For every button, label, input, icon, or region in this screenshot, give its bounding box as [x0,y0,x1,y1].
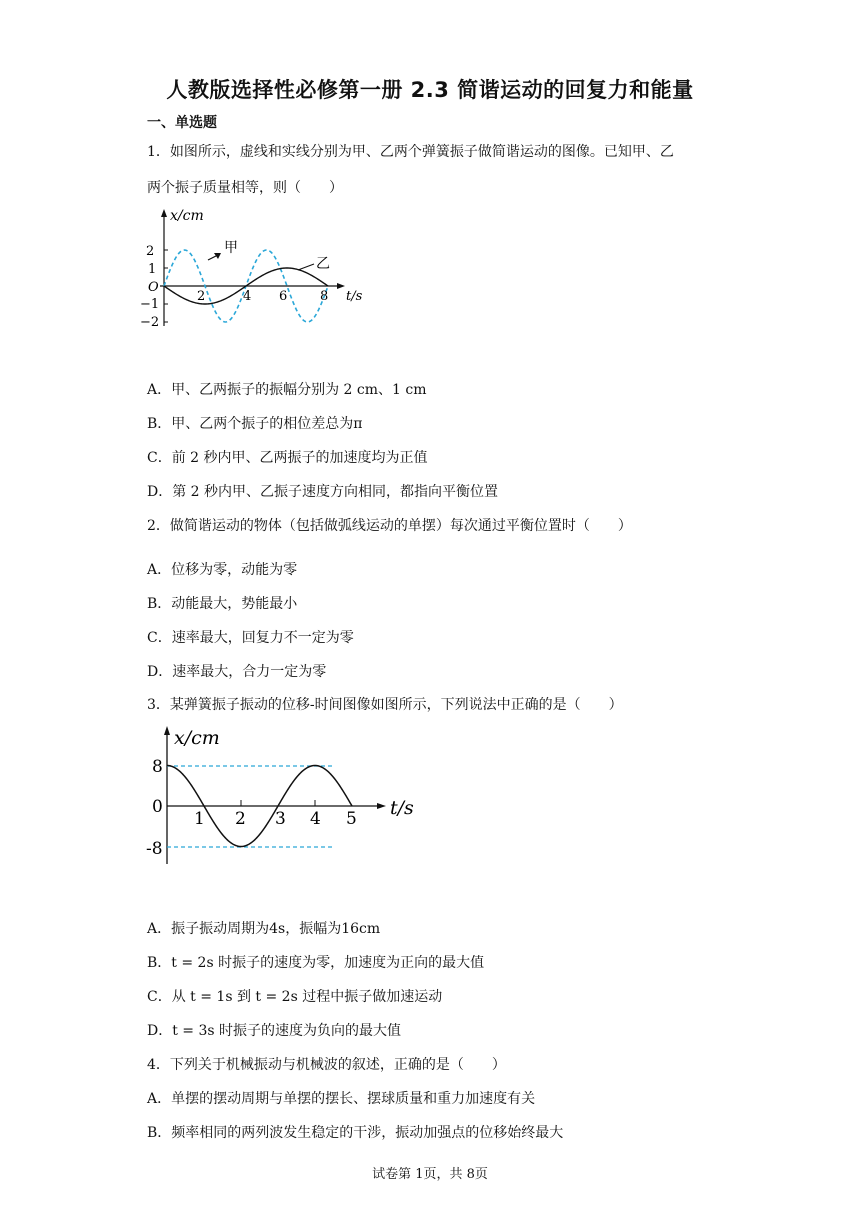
q1-label-yi: 乙 [316,256,330,272]
q3-option-a: A．振子振动周期为4s，振幅为16cm [147,921,381,937]
page-title: 人教版选择性必修第一册 2.3 简谐运动的回复力和能量 [166,78,694,102]
q1-label-jia: 甲 [224,240,238,256]
q2-option-c: C．速率最大，回复力不一定为零 [147,630,354,646]
q3-xtick-label: 4 [310,809,321,829]
q3-y-arrow [164,726,170,735]
q2-option-a: A．位移为零，动能为零 [147,562,298,578]
q1-xtick-label: 8 [320,289,329,304]
section-heading: 一、单选题 [147,115,217,131]
q1-ytick-label: −2 [140,315,160,330]
q3-figure [140,724,420,869]
q3-ytick-label: 8 [152,757,163,777]
q1-figure [140,206,370,331]
q1-ytick-label: 1 [148,262,157,277]
q1-x-arrow [337,283,345,289]
q1-x-label: t/s [346,289,363,304]
q1-option-c: C．前 2 秒内甲、乙两振子的加速度均为正值 [147,450,428,466]
q1-origin-label: O [148,280,159,295]
q4-option-b: B．频率相同的两列波发生稳定的干涉，振动加强点的位移始终最大 [147,1125,564,1141]
q3-stem: 3．某弹簧振子振动的位移-时间图像如图所示，下列说法中正确的是（ ） [147,697,623,713]
q1-option-d: D．第 2 秒内甲、乙振子速度方向相同，都指向平衡位置 [147,484,499,500]
q1-y-arrow [161,209,167,217]
q1-ytick-label: −1 [140,297,160,312]
q3-xtick-label: 1 [194,809,205,829]
q3-y-label: x/cm [174,727,220,749]
q3-x-arrow [377,803,386,809]
q1-xtick-label: 6 [279,289,288,304]
q3-ytick-label: 0 [152,797,163,817]
q1-option-a: A．甲、乙两振子的振幅分别为 2 cm、1 cm [147,382,427,398]
q1-pointer-yi [298,264,314,270]
q1-xtick-label: 4 [243,289,252,304]
q4-option-a: A．单摆的摆动周期与单摆的摆长、摆球质量和重力加速度有关 [147,1091,536,1107]
q2-stem: 2．做简谐运动的物体（包括做弧线运动的单摆）每次通过平衡位置时（ ） [147,518,632,534]
page-footer: 试卷第 1页，共 8页 [372,1167,488,1182]
q3-xtick-label: 2 [235,809,246,829]
q1-y-label: x/cm [170,208,204,224]
q1-stem-line1: 1．如图所示，虚线和实线分别为甲、乙两个弹簧振子做简谐运动的图像。已知甲、乙 [147,144,674,160]
q1-option-b: B．甲、乙两个振子的相位差总为π [147,416,363,432]
q3-xtick-label: 5 [346,809,357,829]
q3-x-label: t/s [390,797,414,819]
q3-option-d: D．t = 3s 时振子的速度为负向的最大值 [147,1023,402,1039]
q3-option-b: B．t = 2s 时振子的速度为零，加速度为正向的最大值 [147,955,485,971]
q3-ytick-label: -8 [146,839,163,859]
q1-stem-line2: 两个振子质量相等，则（ ） [147,180,343,196]
q1-ytick-label: 2 [146,244,155,259]
q2-option-b: B．动能最大，势能最小 [147,596,298,612]
q3-option-c: C．从 t = 1s 到 t = 2s 过程中振子做加速运动 [147,989,443,1005]
q1-xtick-label: 2 [197,289,206,304]
q2-option-d: D．速率最大，合力一定为零 [147,664,327,680]
q3-xtick-label: 3 [275,809,286,829]
q4-stem: 4．下列关于机械振动与机械波的叙述，正确的是（ ） [147,1057,506,1073]
